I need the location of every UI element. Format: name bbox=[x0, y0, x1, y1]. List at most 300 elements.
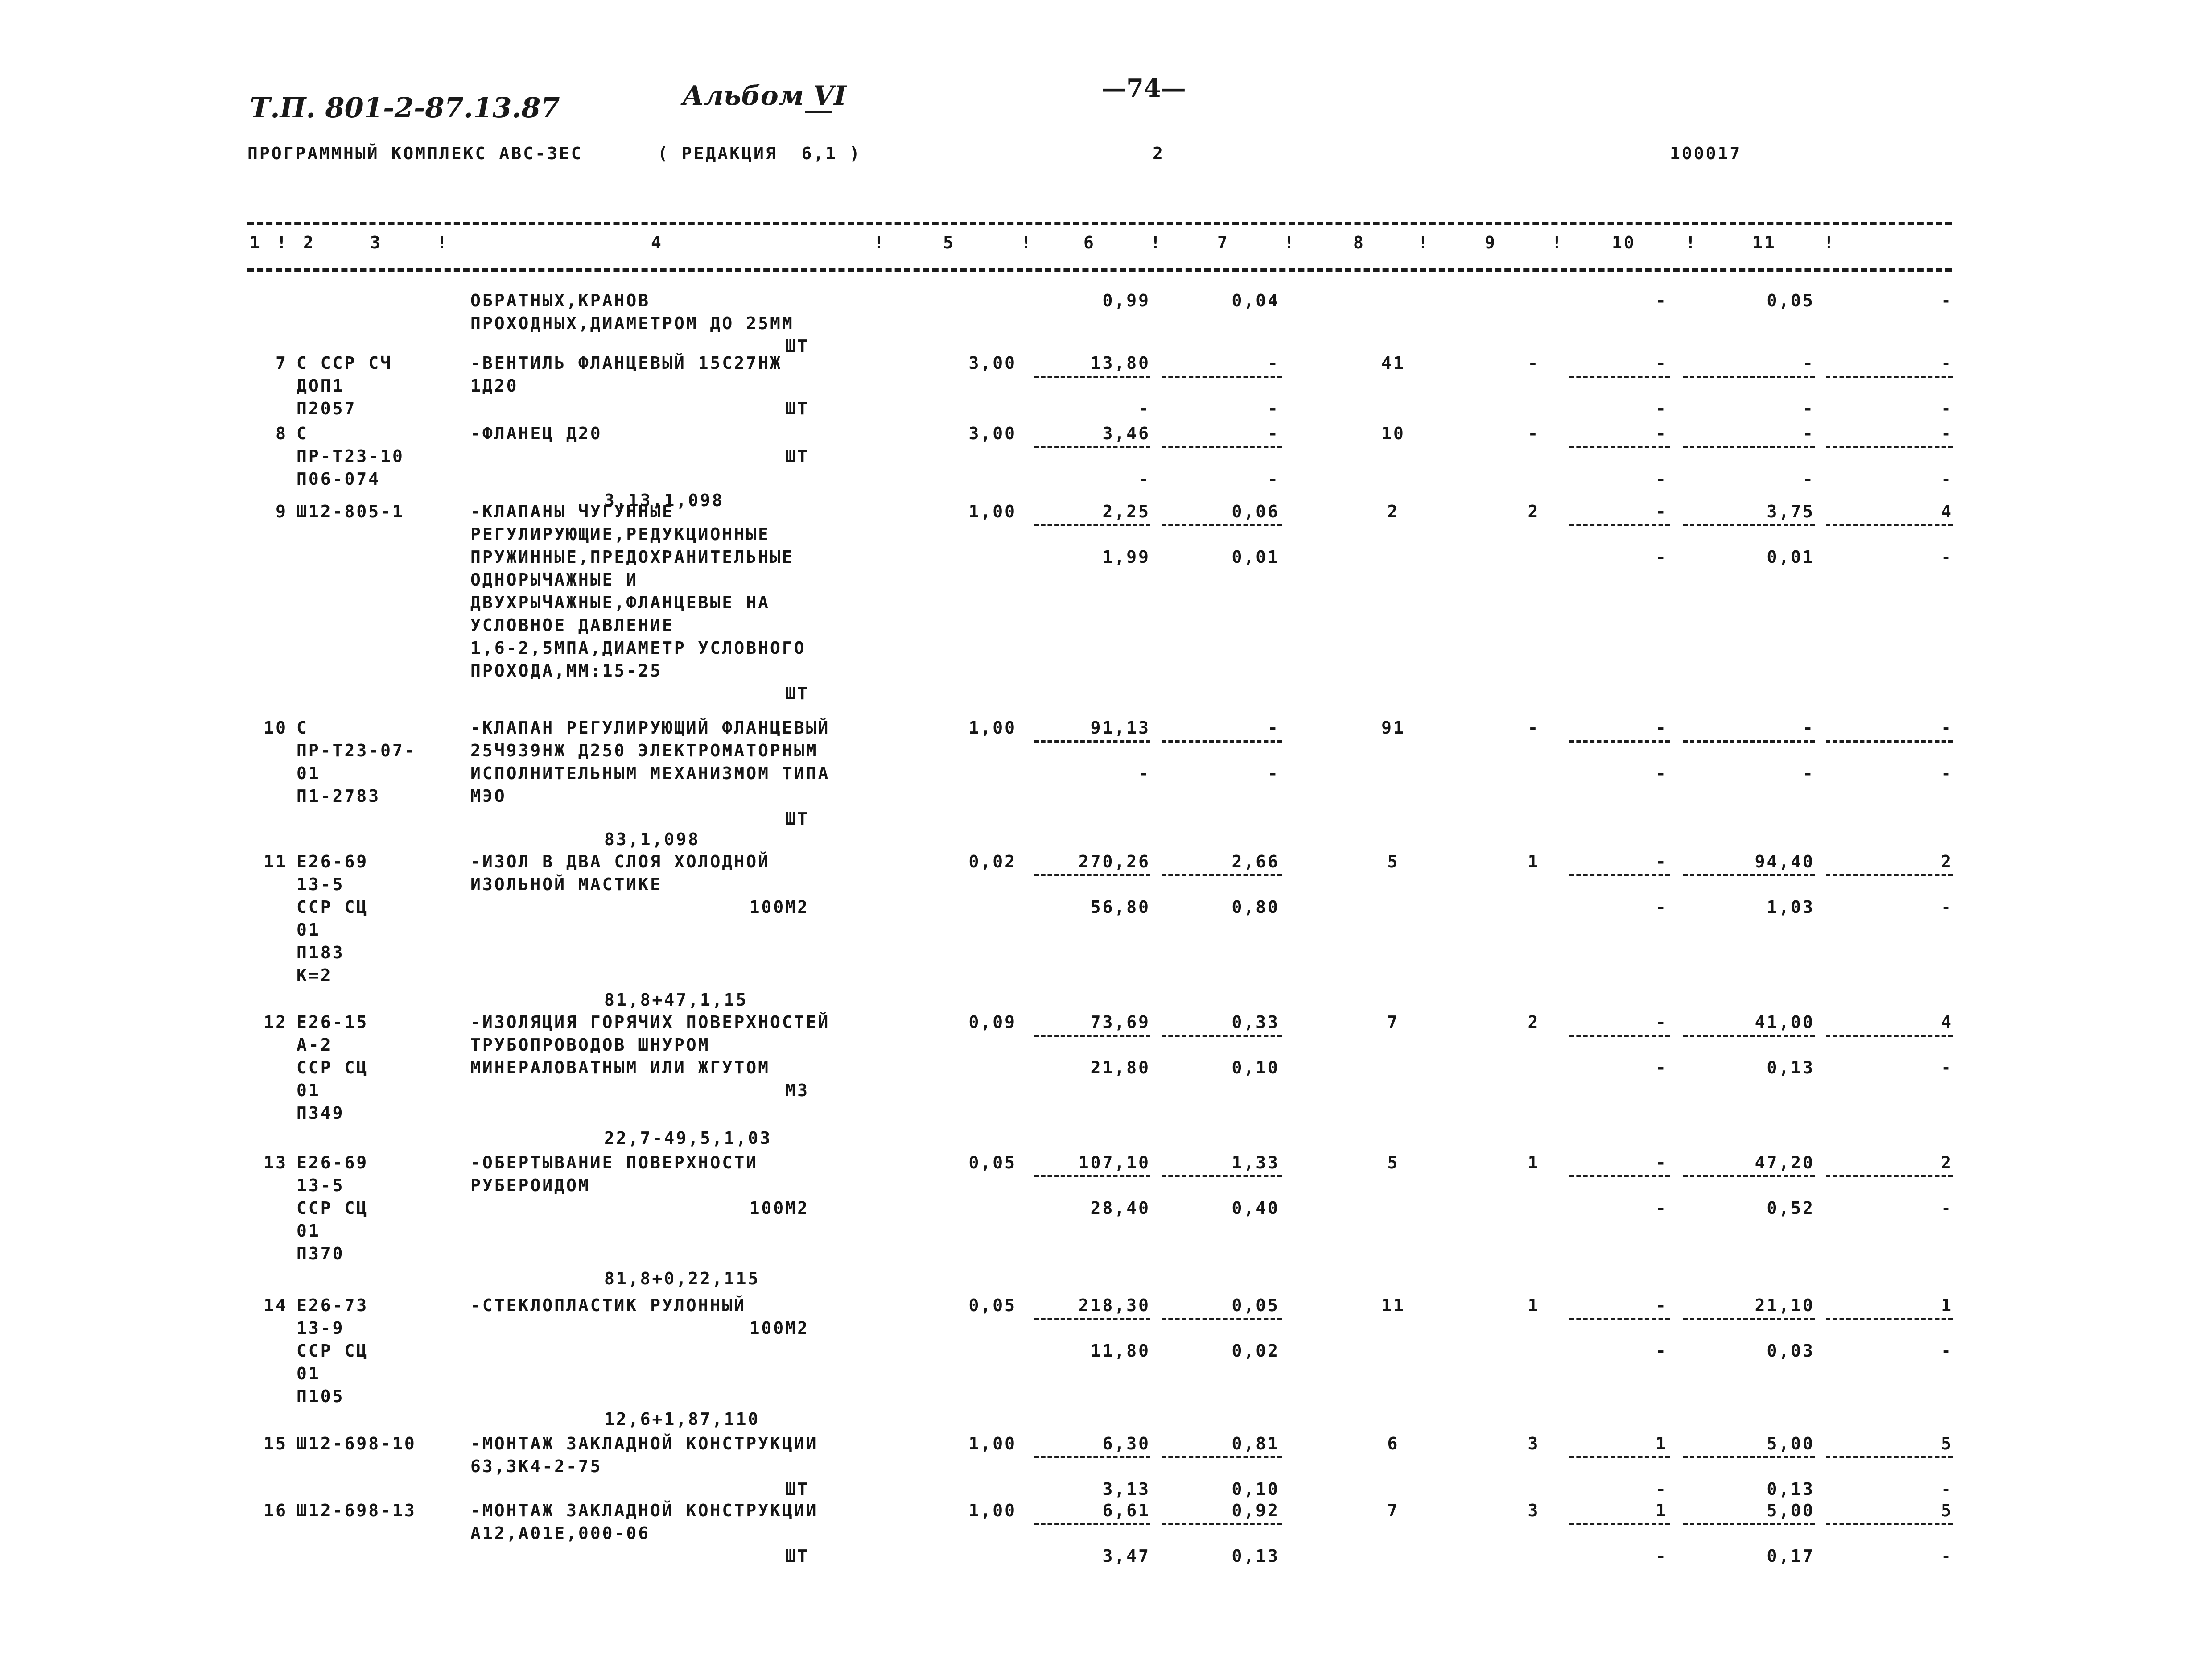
work-description-line: -ВЕНТИЛЬ ФЛАНЦЕВЫЙ 15С27НЖ bbox=[470, 353, 782, 373]
value-divider bbox=[1569, 1523, 1670, 1525]
cell-col-5: 3,13 bbox=[1102, 1479, 1150, 1499]
price-formula: 81,8+0,22,115 bbox=[604, 1269, 760, 1288]
cell-col-4: 0,09 bbox=[968, 1012, 1017, 1032]
norm-code-line: Ш12-698-10 bbox=[297, 1434, 416, 1453]
norm-code-line: Е26-69 bbox=[297, 852, 369, 871]
norm-code-line: Ш12-698-13 bbox=[297, 1501, 416, 1520]
work-description-line: -ФЛАНЕЦ Д20 bbox=[470, 424, 602, 443]
cell-col-11: - bbox=[1941, 469, 1953, 489]
cell-col-10: 5,00 bbox=[1767, 1501, 1815, 1520]
value-divider bbox=[1826, 874, 1953, 876]
cell-col-5: - bbox=[1138, 763, 1150, 783]
handwritten-album-label: Альбом VI bbox=[682, 80, 847, 111]
cell-col-6: 0,33 bbox=[1232, 1012, 1280, 1032]
program-edition: ( РЕДАКЦИЯ 6,1 ) bbox=[658, 144, 861, 163]
column-separator: ! bbox=[1552, 233, 1564, 252]
cell-col-6: 0,04 bbox=[1232, 291, 1280, 310]
norm-code-line: 13-5 bbox=[297, 875, 345, 894]
row-number: 9 bbox=[276, 502, 288, 521]
cell-col-10: 0,17 bbox=[1767, 1546, 1815, 1566]
column-separator: ! bbox=[437, 233, 449, 252]
cell-col-9: - bbox=[1656, 1198, 1668, 1218]
row-number: 14 bbox=[264, 1296, 288, 1315]
value-divider bbox=[1162, 524, 1282, 526]
row-number: 7 bbox=[276, 353, 288, 373]
value-divider bbox=[1162, 874, 1282, 876]
value-divider bbox=[1569, 1175, 1670, 1177]
cell-col-9: - bbox=[1656, 718, 1668, 738]
cell-col-5: 0,99 bbox=[1102, 291, 1150, 310]
price-formula: 81,8+47,1,15 bbox=[604, 990, 748, 1010]
cell-col-11: - bbox=[1941, 1479, 1953, 1499]
value-divider bbox=[1569, 376, 1670, 378]
work-description-line: 1,6-2,5МПА,ДИАМЕТР УСЛОВНОГО bbox=[470, 638, 806, 658]
cell-col-10: - bbox=[1803, 469, 1815, 489]
cell-col-6: 0,10 bbox=[1232, 1058, 1280, 1077]
cell-col-10: 41,00 bbox=[1755, 1012, 1815, 1032]
cell-col-10: - bbox=[1803, 399, 1815, 418]
value-divider bbox=[1683, 376, 1815, 378]
norm-code-line: П349 bbox=[297, 1103, 345, 1123]
value-divider bbox=[1826, 1318, 1953, 1320]
cell-col-7: 2 bbox=[1387, 502, 1400, 521]
cell-col-6: - bbox=[1268, 469, 1280, 489]
handwritten-project-code: Т.П. 801-2-87.13.87 bbox=[250, 91, 560, 124]
row-number: 16 bbox=[264, 1501, 288, 1520]
work-description-line: -ИЗОЛЯЦИЯ ГОРЯЧИХ ПОВЕРХНОСТЕЙ bbox=[470, 1012, 830, 1032]
cell-col-6: 0,13 bbox=[1232, 1546, 1280, 1566]
cell-col-5: 73,69 bbox=[1090, 1012, 1150, 1032]
work-description-line: -СТЕКЛОПЛАСТИК РУЛОННЫЙ bbox=[470, 1296, 746, 1315]
column-number-1: 1 bbox=[250, 233, 262, 252]
norm-code-line: П105 bbox=[297, 1387, 345, 1406]
work-description-line: РУБЕРОИДОМ bbox=[470, 1176, 590, 1195]
value-divider bbox=[1683, 1523, 1815, 1525]
work-description-line: ПРОХОДНЫХ,ДИАМЕТРОМ ДО 25ММ bbox=[470, 314, 794, 333]
work-description-line: -ИЗОЛ В ДВА СЛОЯ ХОЛОДНОЙ bbox=[470, 852, 770, 871]
unit-of-measure: ШТ bbox=[785, 336, 809, 356]
cell-col-11: 2 bbox=[1941, 1153, 1953, 1172]
value-divider bbox=[1162, 1523, 1282, 1525]
cell-col-7: 6 bbox=[1387, 1434, 1400, 1453]
norm-code-line: Е26-69 bbox=[297, 1153, 369, 1172]
value-divider bbox=[1683, 1175, 1815, 1177]
work-description-line: А12,А01Е,000-06 bbox=[470, 1523, 651, 1543]
value-divider bbox=[1034, 376, 1150, 378]
column-number-11: 11 bbox=[1752, 233, 1776, 252]
cell-col-7: 11 bbox=[1381, 1296, 1405, 1315]
value-divider bbox=[1826, 1035, 1953, 1037]
value-divider bbox=[1162, 446, 1282, 448]
cell-col-6: 0,10 bbox=[1232, 1479, 1280, 1499]
work-description-line: РЕГУЛИРУЮЩИЕ,РЕДУКЦИОННЫЕ bbox=[470, 524, 770, 544]
column-separator: ! bbox=[276, 233, 288, 252]
column-separator: ! bbox=[1824, 233, 1836, 252]
cell-col-5: - bbox=[1138, 399, 1150, 418]
norm-code-line: ДОП1 bbox=[297, 376, 345, 396]
value-divider bbox=[1034, 524, 1150, 526]
norm-code-line: 13-5 bbox=[297, 1176, 345, 1195]
cell-col-10: 0,13 bbox=[1767, 1479, 1815, 1499]
cell-col-4: 1,00 bbox=[968, 1501, 1017, 1520]
cell-col-9: - bbox=[1656, 1296, 1668, 1315]
norm-code-line: Е26-15 bbox=[297, 1012, 369, 1032]
cell-col-8: 1 bbox=[1528, 852, 1540, 871]
cell-col-9: - bbox=[1656, 1153, 1668, 1172]
cell-col-9: - bbox=[1656, 763, 1668, 783]
column-separator: ! bbox=[874, 233, 886, 252]
norm-code-line: ПР-Т23-07- bbox=[297, 741, 416, 760]
cell-col-5: 218,30 bbox=[1078, 1296, 1150, 1315]
row-number: 13 bbox=[264, 1153, 288, 1172]
cell-col-6: - bbox=[1268, 424, 1280, 443]
cell-col-8: 2 bbox=[1528, 502, 1540, 521]
cell-col-10: 94,40 bbox=[1755, 852, 1815, 871]
work-description-line: ОБРАТНЫХ,КРАНОВ bbox=[470, 291, 651, 310]
work-description-line: ИСПОЛНИТЕЛЬНЫМ МЕХАНИЗМОМ ТИПА bbox=[470, 763, 830, 783]
value-divider bbox=[1569, 874, 1670, 876]
value-divider bbox=[1683, 1035, 1815, 1037]
value-divider bbox=[1569, 1318, 1670, 1320]
cell-col-10: 47,20 bbox=[1755, 1153, 1815, 1172]
cell-col-5: 107,10 bbox=[1078, 1153, 1150, 1172]
work-description-line: 63,3К4-2-75 bbox=[470, 1457, 602, 1476]
cell-col-5: 3,47 bbox=[1102, 1546, 1150, 1566]
value-divider bbox=[1034, 1456, 1150, 1458]
cell-col-5: 28,40 bbox=[1090, 1198, 1150, 1218]
cell-col-11: - bbox=[1941, 897, 1953, 917]
cell-col-5: 11,80 bbox=[1090, 1341, 1150, 1361]
work-description-line: 25Ч939НЖ Д250 ЭЛЕКТРОМАТОРНЫМ bbox=[470, 741, 818, 760]
norm-code-line: П370 bbox=[297, 1244, 345, 1263]
norm-code-line: С ССР СЧ bbox=[297, 353, 393, 373]
value-divider bbox=[1034, 1523, 1150, 1525]
column-number-2: 2 bbox=[303, 233, 315, 252]
cell-col-6: 0,01 bbox=[1232, 547, 1280, 567]
norm-code-line: 01 bbox=[297, 763, 321, 783]
unit-of-measure: ШТ bbox=[785, 1546, 809, 1566]
value-divider bbox=[1826, 1523, 1953, 1525]
norm-code-line: 01 bbox=[297, 1081, 321, 1100]
unit-of-measure: ШТ bbox=[785, 684, 809, 703]
cell-col-11: - bbox=[1941, 763, 1953, 783]
cell-col-6: 0,40 bbox=[1232, 1198, 1280, 1218]
norm-code-line: Е26-73 bbox=[297, 1296, 369, 1315]
cell-col-5: 13,80 bbox=[1090, 353, 1150, 373]
cell-col-6: 2,66 bbox=[1232, 852, 1280, 871]
cell-col-7: 91 bbox=[1381, 718, 1405, 738]
work-description-line: ОДНОРЫЧАЖНЫЕ И bbox=[470, 570, 638, 590]
column-separator: ! bbox=[1685, 233, 1697, 252]
cell-col-6: - bbox=[1268, 718, 1280, 738]
unit-of-measure: ШТ bbox=[785, 1479, 809, 1499]
cell-col-9: - bbox=[1656, 1012, 1668, 1032]
cell-col-4: 3,00 bbox=[968, 353, 1017, 373]
work-description-line: ДВУХРЫЧАЖНЫЕ,ФЛАНЦЕВЫЕ НА bbox=[470, 593, 770, 612]
cell-col-7: 7 bbox=[1387, 1012, 1400, 1032]
cell-col-11: 5 bbox=[1941, 1434, 1953, 1453]
unit-of-measure: 100М2 bbox=[749, 897, 809, 917]
cell-col-10: 0,01 bbox=[1767, 547, 1815, 567]
cell-col-11: - bbox=[1941, 399, 1953, 418]
value-divider bbox=[1569, 1035, 1670, 1037]
cell-col-9: - bbox=[1656, 897, 1668, 917]
work-description-line: МИНЕРАЛОВАТНЫМ ИЛИ ЖГУТОМ bbox=[470, 1058, 770, 1077]
norm-code-line: П2057 bbox=[297, 399, 357, 418]
norm-code-line: ССР СЦ bbox=[297, 1198, 369, 1218]
cell-col-11: - bbox=[1941, 291, 1953, 310]
program-title: ПРОГРАММНЫЙ КОМПЛЕКС АВС-ЗЕС bbox=[247, 144, 583, 163]
norm-code-line: С bbox=[297, 424, 309, 443]
cell-col-11: - bbox=[1941, 1058, 1953, 1077]
cell-col-9: - bbox=[1656, 291, 1668, 310]
cell-col-5: 3,46 bbox=[1102, 424, 1150, 443]
column-number-8: 8 bbox=[1353, 233, 1365, 252]
cell-col-10: 5,00 bbox=[1767, 1434, 1815, 1453]
value-divider bbox=[1569, 446, 1670, 448]
cell-col-5: 2,25 bbox=[1102, 502, 1150, 521]
column-number-3: 3 bbox=[370, 233, 382, 252]
value-divider bbox=[1569, 524, 1670, 526]
cell-col-8: 3 bbox=[1528, 1501, 1540, 1520]
cell-col-10: - bbox=[1803, 718, 1815, 738]
work-description-line: ПРОХОДА,ММ:15-25 bbox=[470, 661, 663, 681]
column-number-7: 7 bbox=[1217, 233, 1229, 252]
sheet-number: 2 bbox=[1153, 144, 1165, 163]
work-description-line: 1Д20 bbox=[470, 376, 519, 396]
cell-col-11: - bbox=[1941, 1341, 1953, 1361]
value-divider bbox=[1162, 376, 1282, 378]
cell-col-9: - bbox=[1656, 502, 1668, 521]
cell-col-6: - bbox=[1268, 399, 1280, 418]
unit-of-measure: М3 bbox=[785, 1081, 809, 1100]
cell-col-8: - bbox=[1528, 424, 1540, 443]
cell-col-8: - bbox=[1528, 353, 1540, 373]
cell-col-10: 0,05 bbox=[1767, 291, 1815, 310]
cell-col-4: 0,05 bbox=[968, 1153, 1017, 1172]
cell-col-6: 0,06 bbox=[1232, 502, 1280, 521]
price-formula: 12,6+1,87,110 bbox=[604, 1409, 760, 1429]
unit-of-measure: ШТ bbox=[785, 446, 809, 466]
value-divider bbox=[1034, 740, 1150, 743]
cell-col-9: - bbox=[1656, 852, 1668, 871]
cell-col-11: - bbox=[1941, 353, 1953, 373]
cell-col-11: - bbox=[1941, 424, 1953, 443]
value-divider bbox=[1826, 524, 1953, 526]
value-divider bbox=[1034, 1175, 1150, 1177]
row-number: 10 bbox=[264, 718, 288, 738]
norm-code-line: 01 bbox=[297, 920, 321, 940]
norm-code-line: П06-074 bbox=[297, 469, 381, 489]
cell-col-10: 0,52 bbox=[1767, 1198, 1815, 1218]
cell-col-6: - bbox=[1268, 763, 1280, 783]
cell-col-10: - bbox=[1803, 353, 1815, 373]
value-divider bbox=[1034, 1318, 1150, 1320]
column-number-9: 9 bbox=[1485, 233, 1497, 252]
cell-col-8: 2 bbox=[1528, 1012, 1540, 1032]
cell-col-9: - bbox=[1656, 1546, 1668, 1566]
cell-col-11: - bbox=[1941, 1198, 1953, 1218]
cell-col-7: 41 bbox=[1381, 353, 1405, 373]
price-formula: 83,1,098 bbox=[604, 830, 700, 849]
unit-of-measure: ШТ bbox=[785, 809, 809, 829]
cell-col-10: 3,75 bbox=[1767, 502, 1815, 521]
cell-col-6: 0,02 bbox=[1232, 1341, 1280, 1361]
cell-col-11: 4 bbox=[1941, 502, 1953, 521]
value-divider bbox=[1034, 446, 1150, 448]
unit-of-measure: ШТ bbox=[785, 399, 809, 418]
norm-code-line: 01 bbox=[297, 1221, 321, 1241]
norm-code-line: ССР СЦ bbox=[297, 1341, 369, 1361]
column-separator: ! bbox=[1418, 233, 1430, 252]
value-divider bbox=[1826, 1175, 1953, 1177]
cell-col-6: 0,92 bbox=[1232, 1501, 1280, 1520]
cell-col-9: - bbox=[1656, 424, 1668, 443]
row-number: 15 bbox=[264, 1434, 288, 1453]
norm-code-line: А-2 bbox=[297, 1035, 333, 1055]
cell-col-5: 56,80 bbox=[1090, 897, 1150, 917]
cell-col-4: 1,00 bbox=[968, 718, 1017, 738]
work-description-line: ТРУБОПРОВОДОВ ШНУРОМ bbox=[470, 1035, 710, 1055]
work-description-line: -ОБЕРТЫВАНИЕ ПОВЕРХНОСТИ bbox=[470, 1153, 758, 1172]
work-description-line: ИЗОЛЬНОЙ МАСТИКЕ bbox=[470, 875, 663, 894]
value-divider bbox=[1826, 1456, 1953, 1458]
cell-col-8: 1 bbox=[1528, 1296, 1540, 1315]
cell-col-9: 1 bbox=[1656, 1434, 1668, 1453]
cell-col-9: - bbox=[1656, 1341, 1668, 1361]
page-number: —74— bbox=[1101, 74, 1186, 103]
cell-col-6: 1,33 bbox=[1232, 1153, 1280, 1172]
cell-col-6: 0,80 bbox=[1232, 897, 1280, 917]
norm-code-line: П1-2783 bbox=[297, 786, 381, 806]
cell-col-9: 1 bbox=[1656, 1501, 1668, 1520]
value-divider bbox=[1162, 1175, 1282, 1177]
price-formula: 22,7-49,5,1,03 bbox=[604, 1128, 772, 1148]
norm-code-line: К=2 bbox=[297, 966, 333, 985]
cell-col-10: 0,13 bbox=[1767, 1058, 1815, 1077]
cell-col-7: 10 bbox=[1381, 424, 1405, 443]
cell-col-9: - bbox=[1656, 1058, 1668, 1077]
column-separator: ! bbox=[1021, 233, 1033, 252]
cell-col-4: 1,00 bbox=[968, 502, 1017, 521]
cell-col-8: - bbox=[1528, 718, 1540, 738]
value-divider bbox=[1162, 740, 1282, 743]
table-top-rule bbox=[247, 222, 1952, 225]
unit-of-measure: 100М2 bbox=[749, 1198, 809, 1218]
price-formula: 3,13,1,098 bbox=[604, 491, 724, 510]
cell-col-9: - bbox=[1656, 1479, 1668, 1499]
cell-col-5: 21,80 bbox=[1090, 1058, 1150, 1077]
cell-col-10: - bbox=[1803, 763, 1815, 783]
cell-col-8: 3 bbox=[1528, 1434, 1540, 1453]
cell-col-5: 6,30 bbox=[1102, 1434, 1150, 1453]
column-number-4: 4 bbox=[651, 233, 663, 252]
unit-of-measure: 100М2 bbox=[749, 1318, 809, 1338]
document-code: 100017 bbox=[1670, 144, 1742, 163]
cell-col-9: - bbox=[1656, 547, 1668, 567]
value-divider bbox=[1162, 1456, 1282, 1458]
row-number: 8 bbox=[276, 424, 288, 443]
value-divider bbox=[1683, 740, 1815, 743]
norm-code-line: 01 bbox=[297, 1364, 321, 1383]
cell-col-11: 5 bbox=[1941, 1501, 1953, 1520]
cell-col-10: 1,03 bbox=[1767, 897, 1815, 917]
cell-col-8: 1 bbox=[1528, 1153, 1540, 1172]
cell-col-6: 0,05 bbox=[1232, 1296, 1280, 1315]
row-number: 12 bbox=[264, 1012, 288, 1032]
cell-col-7: 5 bbox=[1387, 852, 1400, 871]
column-separator: ! bbox=[1150, 233, 1162, 252]
cell-col-11: 1 bbox=[1941, 1296, 1953, 1315]
cell-col-4: 0,05 bbox=[968, 1296, 1017, 1315]
cell-col-11: 2 bbox=[1941, 852, 1953, 871]
work-description-line: ПРУЖИННЫЕ,ПРЕДОХРАНИТЕЛЬНЫЕ bbox=[470, 547, 794, 567]
value-divider bbox=[1826, 376, 1953, 378]
value-divider bbox=[1034, 874, 1150, 876]
column-number-10: 10 bbox=[1612, 233, 1636, 252]
cell-col-9: - bbox=[1656, 353, 1668, 373]
norm-code-line: П183 bbox=[297, 943, 345, 962]
cell-col-11: 4 bbox=[1941, 1012, 1953, 1032]
cell-col-10: 0,03 bbox=[1767, 1341, 1815, 1361]
cell-col-9: - bbox=[1656, 469, 1668, 489]
work-description-line: УСЛОВНОЕ ДАВЛЕНИЕ bbox=[470, 615, 674, 635]
norm-code-line: Ш12-805-1 bbox=[297, 502, 404, 521]
cell-col-4: 0,02 bbox=[968, 852, 1017, 871]
norm-code-line: ССР СЦ bbox=[297, 897, 369, 917]
column-separator: ! bbox=[1284, 233, 1296, 252]
cell-col-11: - bbox=[1941, 547, 1953, 567]
cell-col-11: - bbox=[1941, 1546, 1953, 1566]
value-divider bbox=[1826, 446, 1953, 448]
value-divider bbox=[1683, 1456, 1815, 1458]
cell-col-7: 7 bbox=[1387, 1501, 1400, 1520]
cell-col-6: - bbox=[1268, 353, 1280, 373]
album-underline bbox=[805, 111, 832, 113]
cell-col-10: - bbox=[1803, 424, 1815, 443]
value-divider bbox=[1683, 446, 1815, 448]
norm-code-line: ССР СЦ bbox=[297, 1058, 369, 1077]
cell-col-11: - bbox=[1941, 718, 1953, 738]
value-divider bbox=[1683, 874, 1815, 876]
cell-col-5: 1,99 bbox=[1102, 547, 1150, 567]
work-description-line: -МОНТАЖ ЗАКЛАДНОЙ КОНСТРУКЦИИ bbox=[470, 1501, 818, 1520]
cell-col-4: 3,00 bbox=[968, 424, 1017, 443]
cell-col-10: 21,10 bbox=[1755, 1296, 1815, 1315]
value-divider bbox=[1683, 524, 1815, 526]
work-description-line: -МОНТАЖ ЗАКЛАДНОЙ КОНСТРУКЦИИ bbox=[470, 1434, 818, 1453]
cell-col-5: 91,13 bbox=[1090, 718, 1150, 738]
norm-code-line: 13-9 bbox=[297, 1318, 345, 1338]
value-divider bbox=[1162, 1035, 1282, 1037]
cell-col-5: 6,61 bbox=[1102, 1501, 1150, 1520]
value-divider bbox=[1034, 1035, 1150, 1037]
column-number-5: 5 bbox=[943, 233, 955, 252]
norm-code-line: ПР-Т23-10 bbox=[297, 446, 404, 466]
value-divider bbox=[1162, 1318, 1282, 1320]
value-divider bbox=[1683, 1318, 1815, 1320]
row-number: 11 bbox=[264, 852, 288, 871]
cell-col-6: 0,81 bbox=[1232, 1434, 1280, 1453]
value-divider bbox=[1569, 1456, 1670, 1458]
cell-col-7: 5 bbox=[1387, 1153, 1400, 1172]
norm-code-line: С bbox=[297, 718, 309, 738]
value-divider bbox=[1826, 740, 1953, 743]
cell-col-5: - bbox=[1138, 469, 1150, 489]
header-bottom-rule bbox=[247, 268, 1952, 272]
cell-col-9: - bbox=[1656, 399, 1668, 418]
cell-col-5: 270,26 bbox=[1078, 852, 1150, 871]
